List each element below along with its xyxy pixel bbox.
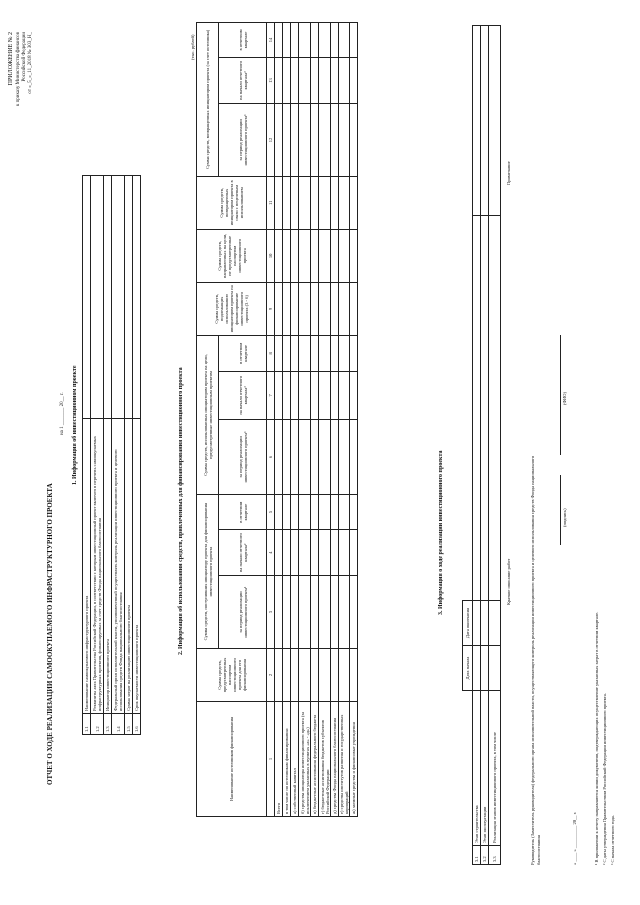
- section3-title: 3. Информация о ходе реализации инвестиционного проекта: [438, 450, 444, 615]
- funding-cell: [319, 576, 331, 649]
- stage-number: 3.1: [473, 846, 481, 865]
- name-line: [560, 335, 561, 455]
- funding-cell: [291, 530, 299, 576]
- funding-source-label: г) бюджетные ассигнования бюджетов субъектов Российской Федерации: [319, 702, 331, 817]
- funding-cell: [299, 419, 311, 494]
- funding-source-label: а) собственный капитал: [291, 702, 299, 817]
- stage-number: 3.3: [489, 846, 501, 865]
- stage-number: 3.2: [481, 846, 489, 865]
- funding-cell: [299, 371, 311, 419]
- funding-cell: [275, 649, 283, 702]
- funding-row: [291, 23, 299, 817]
- funding-source-label: д) средства Фонда национального благосостояния: [331, 702, 339, 817]
- funding-cell: [283, 229, 291, 282]
- funding-cell: [283, 419, 291, 494]
- funding-cell: [319, 335, 331, 371]
- sub-period-header: за период реализации инвестиционного проекта¹: [219, 576, 267, 649]
- funding-cell: [331, 419, 339, 494]
- funding-cell: [350, 419, 358, 494]
- funding-cell: [275, 419, 283, 494]
- row-number: 1.1: [83, 714, 91, 735]
- funding-row: [283, 23, 291, 817]
- column-number: 4: [267, 530, 275, 576]
- col-returned-header: Сумма средств, возвращенных инициатором проекта в связи с нецелевым использованием: [197, 176, 267, 229]
- funding-cell: [275, 371, 283, 419]
- stage-label: Реализация этапов инвестиционного проекта, в том числе: [489, 691, 501, 846]
- funding-cell: [275, 229, 283, 282]
- funding-cell: [350, 335, 358, 371]
- row-number: 1.5: [125, 714, 133, 735]
- funding-cell: [331, 530, 339, 576]
- report-date: на 1 _______ 20__ г.: [60, 392, 65, 435]
- funding-cell: [331, 649, 339, 702]
- funding-cell: [275, 176, 283, 229]
- stage-start: [489, 646, 501, 691]
- name-caption: (ФИО): [562, 391, 567, 405]
- footnote-1: ¹ В приложении к отчету направляются копии документов, подтверждающих осуществление указанных затрат в отчетном квартале.: [594, 611, 599, 865]
- section1-row: [91, 176, 104, 735]
- funding-cell: [291, 57, 299, 103]
- funding-source-label: в том числе по источникам финансирования:: [283, 702, 291, 817]
- funding-cell: [311, 419, 319, 494]
- funding-cell: [319, 495, 331, 530]
- section1-row: [83, 176, 91, 735]
- funding-cell: [331, 176, 339, 229]
- stage-end: [489, 601, 501, 646]
- column-number: 13: [267, 57, 275, 103]
- funding-cell: [339, 176, 350, 229]
- funding-cell: [275, 576, 283, 649]
- funding-cell: [283, 176, 291, 229]
- funding-source-label: Всего: [275, 702, 283, 817]
- stage-label: Этап эксплуатации: [481, 691, 489, 846]
- stage-note: [473, 26, 481, 216]
- funding-cell: [339, 335, 350, 371]
- funding-cell: [291, 335, 299, 371]
- section1-row: [104, 176, 112, 735]
- appendix-line-2: Российской Федерации: [22, 32, 27, 82]
- funding-cell: [331, 104, 339, 177]
- col-remain-header: Сумма средств, подлежащих использованию инициатором проекта на финансирование инвестиционного проекта (3 - 6): [197, 282, 267, 335]
- row-label: Федеральный орган исполнительной власти, уполномоченный осуществлять контроль реализации инвестиционного проекта и целевого использования средств Фонда национального благосостояния: [112, 419, 125, 714]
- column-number: 3: [267, 576, 275, 649]
- funding-cell: [291, 419, 299, 494]
- stage-label: Этап строительства: [473, 691, 481, 846]
- funding-row: [319, 23, 331, 817]
- funding-cell: [311, 495, 319, 530]
- row-number: 1.2: [91, 714, 104, 735]
- funding-cell: [283, 23, 291, 58]
- sub-in-header: в отчетном квартале: [219, 23, 267, 58]
- row-value: [125, 176, 133, 419]
- funding-cell: [299, 495, 311, 530]
- funding-cell: [291, 495, 299, 530]
- sub-in-header: в отчетном квартале: [219, 495, 267, 530]
- funding-cell: [319, 649, 331, 702]
- column-number: 6: [267, 419, 275, 494]
- funding-cell: [339, 371, 350, 419]
- funding-cell: [275, 23, 283, 58]
- section2-title: 2. Информация об использовании средств, привлеченных для финансирования инвестиционного проекта: [178, 367, 184, 655]
- funding-source-label: ж) заемные средства и финансовые учреждения: [350, 702, 358, 817]
- funding-cell: [275, 335, 283, 371]
- funding-cell: [311, 282, 319, 335]
- funding-cell: [291, 176, 299, 229]
- funding-cell: [283, 335, 291, 371]
- funding-cell: [311, 371, 319, 419]
- funding-cell: [283, 495, 291, 530]
- funding-cell: [275, 57, 283, 103]
- funding-cell: [319, 104, 331, 177]
- section1-row: [125, 176, 133, 735]
- funding-cell: [339, 649, 350, 702]
- funding-cell: [283, 57, 291, 103]
- sub-start-header: на начало отчетного квартала²: [219, 371, 267, 419]
- funding-cell: [319, 419, 331, 494]
- funding-cell: [331, 335, 339, 371]
- funding-cell: [350, 649, 358, 702]
- stage-row: [481, 26, 489, 865]
- stage-description: [489, 216, 501, 601]
- funding-cell: [319, 282, 331, 335]
- funding-cell: [319, 229, 331, 282]
- funding-cell: [311, 176, 319, 229]
- funding-cell: [299, 649, 311, 702]
- funding-cell: [339, 419, 350, 494]
- row-label: Сумма затрат на реализацию инвестиционного проекта: [125, 419, 133, 714]
- stage-start: [473, 646, 481, 691]
- appendix-line-3: от «_5_»_11_2018 № 303_Н_: [28, 32, 33, 94]
- signature-line: [560, 475, 561, 545]
- funding-row: [299, 23, 311, 817]
- funding-cell: [311, 530, 319, 576]
- funding-cell: [350, 23, 358, 58]
- funding-cell: [311, 649, 319, 702]
- funding-cell: [311, 104, 319, 177]
- funding-cell: [319, 371, 331, 419]
- funding-cell: [350, 229, 358, 282]
- row-label: Реквизиты акта Правительства Российской Федерации, в соответствии с которым инвестиционный проект включен в перечень самоокупаемых инфраструктурных проектов, финансируемых за счет средств Фонда национального благосостояния: [91, 419, 104, 714]
- appendix-line-1: к приказу Министерства финансов: [16, 32, 21, 107]
- funding-cell: [299, 576, 311, 649]
- section1-row: [133, 176, 141, 735]
- funding-row: [331, 23, 339, 817]
- received-group-header: Сумма средств, поступивших инициатору проекта для финансирования инвестиционного проекта: [197, 495, 219, 649]
- row-number: 1.6: [133, 714, 141, 735]
- funding-cell: [291, 371, 299, 419]
- work-description-label: Краткое описание работ: [506, 558, 511, 605]
- funding-cell: [283, 104, 291, 177]
- funding-cell: [331, 576, 339, 649]
- units-label: (тыс. рублей): [190, 34, 195, 60]
- stage-note: [489, 26, 501, 216]
- funding-source-label: б) средства инициатора инвестиционного проекта (за исключением указанных в пунктах «а» - «д»): [299, 702, 311, 817]
- col-other-header: Сумма средств, направленных на цели, не предусмотренные паспортом инвестиционного проекта: [197, 229, 267, 282]
- funding-cell: [299, 176, 311, 229]
- column-number: 10: [267, 229, 275, 282]
- funding-cell: [299, 530, 311, 576]
- funding-cell: [291, 229, 299, 282]
- funding-cell: [283, 371, 291, 419]
- funding-cell: [331, 282, 339, 335]
- funding-cell: [350, 57, 358, 103]
- funding-cell: [291, 282, 299, 335]
- row-number: 1.3: [104, 714, 112, 735]
- row-value: [112, 176, 125, 419]
- row-label: Инициатор инвестиционного проекта: [104, 419, 112, 714]
- column-number: 8: [267, 335, 275, 371]
- column-number: 9: [267, 282, 275, 335]
- stage-end: [473, 601, 481, 646]
- funding-cell: [350, 176, 358, 229]
- funding-cell: [283, 576, 291, 649]
- section1-table: [82, 175, 141, 735]
- funding-cell: [339, 282, 350, 335]
- funding-cell: [350, 530, 358, 576]
- funding-cell: [275, 282, 283, 335]
- column-number: 5: [267, 495, 275, 530]
- invalid-group-header: Сумма средств, возвращенных инициатором проекта (за счет источника): [197, 23, 219, 177]
- funding-row: [311, 23, 319, 817]
- funding-cell: [283, 530, 291, 576]
- start-date-header: Дата начала: [463, 646, 473, 691]
- stage-end: [481, 601, 489, 646]
- funding-cell: [339, 229, 350, 282]
- end-date-header: Дата окончания: [463, 601, 473, 646]
- column-number: 12: [267, 104, 275, 177]
- funding-cell: [299, 57, 311, 103]
- funding-cell: [339, 57, 350, 103]
- funding-cell: [311, 23, 319, 58]
- footnote-2: ² С даты утверждения Правительством Российской Федерации инвестиционного проекта.: [602, 693, 607, 865]
- funding-source-label: в) бюджетные ассигнования федерального бюджета: [311, 702, 319, 817]
- funding-source-label: е) средства институтов развития и государственных корпораций: [339, 702, 350, 817]
- row-value: [83, 176, 91, 419]
- stage-description: [473, 216, 481, 601]
- section1-row: [112, 176, 125, 735]
- funding-cell: [275, 104, 283, 177]
- sub-period-header: за период реализации инвестиционного проекта¹: [219, 104, 267, 177]
- col-name-header: Наименование источников финансирования: [197, 702, 267, 817]
- funding-cell: [311, 57, 319, 103]
- funding-cell: [350, 282, 358, 335]
- funding-row: [275, 23, 283, 817]
- used-group-header: Сумма средств, использованных инициатором проекта на цели, предусмотренные инвестиционным проектом: [197, 335, 219, 494]
- signature-caption: (подпись): [562, 508, 567, 527]
- funding-cell: [299, 23, 311, 58]
- signature-date: « ____ » __________ 20__ г.: [572, 811, 577, 865]
- stage-row: [489, 26, 501, 865]
- funding-cell: [319, 530, 331, 576]
- funding-row: [339, 23, 350, 817]
- funding-cell: [350, 371, 358, 419]
- funding-cell: [291, 649, 299, 702]
- funding-cell: [319, 23, 331, 58]
- column-number: 7: [267, 371, 275, 419]
- funding-cell: [331, 229, 339, 282]
- appendix-label: ПРИЛОЖЕНИЕ № 2: [8, 32, 14, 86]
- funding-cell: [283, 649, 291, 702]
- sub-start-header: на начало отчетного квартала²: [219, 57, 267, 103]
- row-number: 1.4: [112, 714, 125, 735]
- funding-cell: [331, 371, 339, 419]
- funding-cell: [339, 495, 350, 530]
- row-label: Наименование самоокупаемого инфраструктурного проекта: [83, 419, 91, 714]
- funding-cell: [311, 335, 319, 371]
- col-total-header: Сумма средств, предусмотренных паспортом инвестиционного проекта для его финансирования: [197, 649, 267, 702]
- funding-cell: [275, 530, 283, 576]
- section1-title: 1. Информация об инвестиционном проекте: [72, 365, 78, 485]
- funding-cell: [311, 229, 319, 282]
- funding-cell: [331, 57, 339, 103]
- stage-description: [481, 216, 489, 601]
- column-number: 14: [267, 23, 275, 58]
- sub-start-header: на начало отчетного квартала²: [219, 530, 267, 576]
- section2-table: [196, 22, 358, 817]
- funding-cell: [299, 282, 311, 335]
- note-label: Примечание: [506, 161, 511, 185]
- column-number: 11: [267, 176, 275, 229]
- section3-table: [462, 25, 501, 865]
- row-label: Срок окупаемости инвестиционного проекта: [133, 419, 141, 714]
- funding-cell: [291, 23, 299, 58]
- row-value: [104, 176, 112, 419]
- funding-cell: [339, 104, 350, 177]
- funding-cell: [311, 576, 319, 649]
- row-value: [91, 176, 104, 419]
- row-value: [133, 176, 141, 419]
- report-title: ОТЧЕТ О ХОДЕ РЕАЛИЗАЦИИ САМООКУПАЕМОГО ИНФРАСТРУКТУРНОГО ПРОЕКТА: [46, 483, 54, 785]
- funding-cell: [331, 495, 339, 530]
- sub-in-header: в отчетном квартале: [219, 335, 267, 371]
- funding-cell: [319, 57, 331, 103]
- column-number: 1: [267, 702, 275, 817]
- column-number: 2: [267, 649, 275, 702]
- funding-cell: [283, 282, 291, 335]
- funding-cell: [299, 335, 311, 371]
- stage-start: [481, 646, 489, 691]
- stage-note: [481, 26, 489, 216]
- funding-cell: [299, 104, 311, 177]
- funding-cell: [339, 576, 350, 649]
- sub-period-header: за период реализации инвестиционного проекта¹: [219, 419, 267, 494]
- funding-cell: [331, 23, 339, 58]
- signatory-text: Руководитель (Заместитель руководителя) федерального органа исполнительной власти, осуществляющего контроль реализации инвестиционного проекта и целевого использования средств Фонда национального благосостояния: [530, 455, 541, 865]
- funding-cell: [291, 576, 299, 649]
- funding-cell: [275, 495, 283, 530]
- funding-row: [350, 23, 358, 817]
- funding-cell: [339, 530, 350, 576]
- funding-cell: [350, 576, 358, 649]
- funding-cell: [350, 495, 358, 530]
- footnote-3: ³ С начала отчетного года.: [610, 815, 615, 865]
- funding-cell: [350, 104, 358, 177]
- funding-cell: [299, 229, 311, 282]
- funding-cell: [319, 176, 331, 229]
- funding-cell: [339, 23, 350, 58]
- stage-row: [473, 26, 481, 865]
- funding-cell: [291, 104, 299, 177]
